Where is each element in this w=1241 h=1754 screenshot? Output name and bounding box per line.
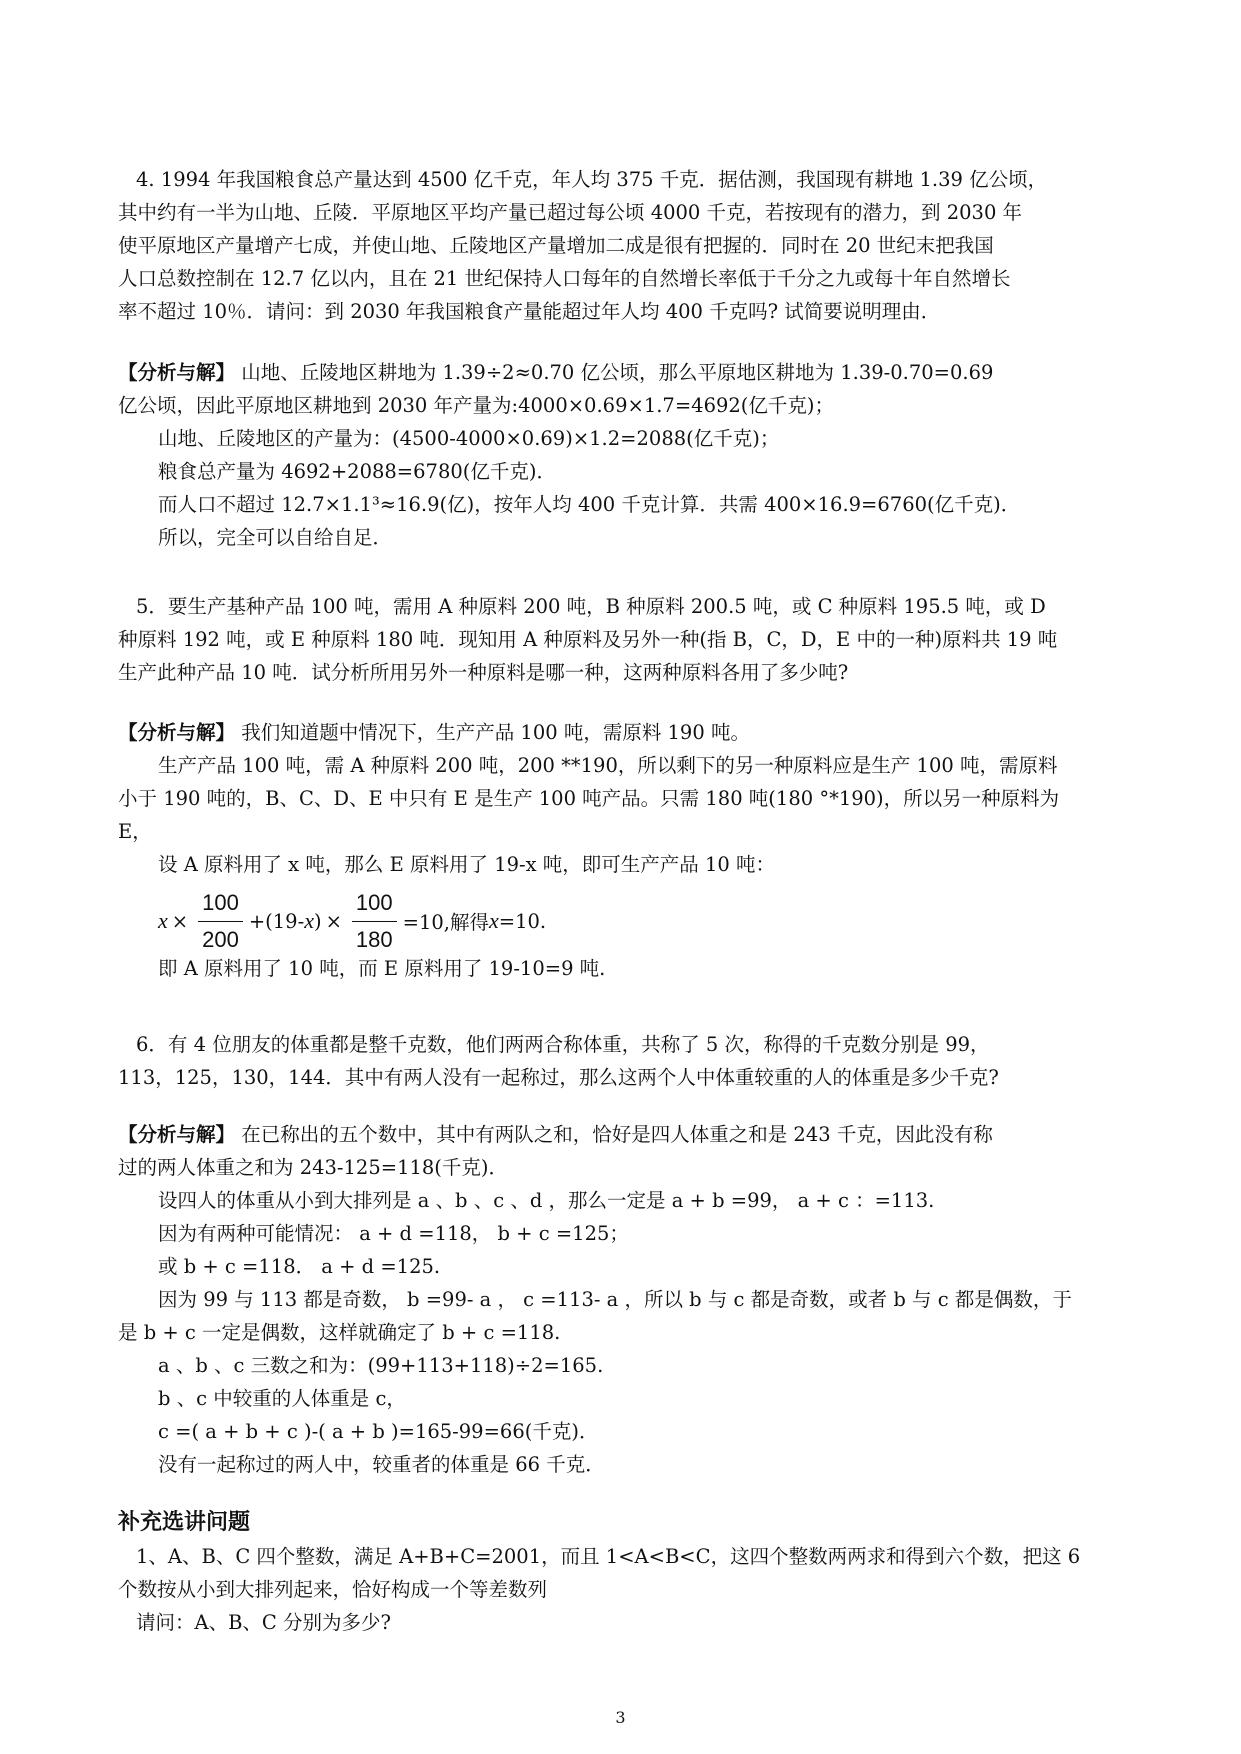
- solution-6-line: b 、c 中较重的人体重是 c，: [158, 1387, 406, 1410]
- math-variable: x: [304, 908, 314, 933]
- section-heading: 补充选讲问题: [118, 1510, 251, 1535]
- fraction-denominator: 180: [355, 926, 393, 952]
- equation-close: ): [313, 909, 322, 933]
- problem-5-line: 种原料 192 吨，或 E 种原料 180 吨．现知用 A 种原料及另外一种(指 B，C，D，E 中的一种)原料共 19 吨: [118, 628, 1058, 651]
- supplement-line: 请问：A、B、C 分别为多少?: [136, 1611, 391, 1634]
- solution-5-line: 小于 190 吨的，B、C、D、E 中只有 E 是生产 100 吨产品。只需 180 吨(180 °*190)，所以另一种原料为: [118, 787, 1060, 810]
- solution-6-line: 因为 99 与 113 都是奇数， b =99- a ， c =113- a ，所以 b 与 c 都是奇数，或者 b 与 c 都是偶数，于: [158, 1288, 1072, 1311]
- supplement-line: 个数按从小到大排列起来，恰好构成一个等差数列: [118, 1578, 548, 1601]
- times-sign: ×: [325, 909, 342, 933]
- equation-middle: +(19-: [248, 909, 305, 933]
- problem-4-line: 使平原地区产量增产七成，并使山地、丘陵地区产量增加二成是很有把握的．同时在 20 世纪末把我国: [118, 234, 994, 257]
- solution-5: [118, 716, 1118, 881]
- page-number: 3: [615, 1708, 626, 1727]
- solution-6-line: 设四人的体重从小到大排列是 a 、b 、c 、d ，那么一定是 a + b =99， a + c ：=113.: [158, 1189, 935, 1212]
- solution-label: 【分析与解】: [118, 1123, 236, 1146]
- solution-text: 我们知道题中情况下，生产产品 100 吨，需原料 190 吨。: [235, 721, 750, 744]
- times-sign: ×: [171, 909, 189, 933]
- solution-6-line: 没有一起称过的两人中，较重者的体重是 66 千克．: [158, 1453, 605, 1476]
- fraction-numerator: 100: [198, 888, 243, 922]
- solution-5-line: 即 A 原料用了 10 吨，而 E 原料用了 19-10=9 吨.: [158, 957, 606, 980]
- solution-4-line: 所以，完全可以自给自足．: [158, 526, 393, 549]
- solution-6-first-line: [118, 1118, 1118, 1151]
- solution-label: 【分析与解】: [118, 361, 236, 384]
- problem-5-line: 生产此种产品 10 吨．试分析所用另外一种原料是哪一种，这两种原料各用了多少吨?: [118, 661, 849, 684]
- solution-text: 山地、丘陵地区耕地为 1.39÷2≈0.70 亿公顷，那么平原地区耕地为 1.39-0.70=0.69: [235, 361, 994, 384]
- solution-5-line: 设 A 原料用了 x 吨，那么 E 原料用了 19-x 吨，即可生产产品 10 吨：: [158, 853, 776, 876]
- fraction-equation: [158, 883, 546, 959]
- solution-4-line: 山地、丘陵地区的产量为：(4500-4000×0.69)×1.2=2088(亿千克)；: [158, 427, 780, 450]
- solution-5-first-line: [118, 716, 1118, 749]
- fraction-100-200: [198, 888, 243, 955]
- problem-5-line: 5．要生产基种产品 100 吨，需用 A 种原料 200 吨，B 种原料 200.5 吨，或 C 种原料 195.5 吨，或 D: [136, 595, 1046, 618]
- solution-6-line: 或 b + c =118． a + d =125.: [158, 1255, 441, 1278]
- problem-6-line: 113，125，130，144．其中有两人没有一起称过，那么这两个人中体重较重的人的体重是多少千克?: [118, 1066, 999, 1089]
- supplement-problem-1: [118, 1540, 1118, 1639]
- solution-4-line: 粮食总产量为 4692+2088=6780(亿千克)．: [158, 460, 556, 483]
- solution-4-line: 亿公顷，因此平原地区耕地到 2030 年产量为:4000×0.69×1.7=4692(亿千克)；: [118, 394, 835, 417]
- solution-6-line: a 、b 、c 三数之和为：(99+113+118)÷2=165.: [158, 1354, 604, 1377]
- solution-4-first-line: [118, 356, 1118, 389]
- solution-6: [118, 1118, 1118, 1481]
- fraction-denominator: 200: [202, 926, 239, 952]
- supplement-line: 1、A、B、C 四个整数，满足 A+B+C=2001，而且 1<A<B<C，这四个整数两两求和得到六个数，把这 6: [136, 1545, 1081, 1568]
- math-variable: x: [158, 908, 168, 933]
- math-variable: x: [488, 908, 499, 933]
- problem-4-line: 4. 1994 年我国粮食总产量达到 4500 亿千克，年人均 375 千克．据估测，我国现有耕地 1.39 亿公顷，: [136, 168, 1048, 191]
- equation-result: =10.: [498, 909, 547, 933]
- problem-4-line: 人口总数控制在 12.7 亿以内，且在 21 世纪保持人口每年的自然增长率低于千分之九或每十年自然增长: [118, 267, 1011, 290]
- solution-5-line: 生产产品 100 吨，需 A 种原料 200 吨，200 **190，所以剩下的另一种原料应是生产 100 吨，需原料: [158, 754, 1058, 777]
- solution-4-line: 而人口不超过 12.7×1.1³≈16.9(亿)，按年人均 400 千克计算．共需 400×16.9=6760(亿千克)．: [158, 493, 1021, 516]
- problem-4-line: 其中约有一半为山地、丘陵．平原地区平均产量已超过每公顷 4000 千克，若按现有的潜力，到 2030 年: [118, 201, 1023, 224]
- problem-6: [118, 1028, 1118, 1094]
- solution-6-line: 因为有两种可能情况： a + d =118， b + c =125；: [158, 1222, 629, 1245]
- fraction-numerator: 100: [352, 888, 397, 922]
- solution-6-line: 过的两人体重之和为 243-125=118(千克)．: [118, 1156, 509, 1179]
- equation-tail: =10,解得: [402, 911, 489, 934]
- problem-5: [118, 590, 1118, 689]
- solution-5-conclusion: [118, 952, 1118, 985]
- fraction-100-180: [352, 888, 397, 955]
- solution-text: 在已称出的五个数中，其中有两队之和，恰好是四人体重之和是 243 千克，因此没有称: [235, 1123, 993, 1146]
- problem-4-line: 率不超过 10％．请问：到 2030 年我国粮食产量能超过年人均 400 千克吗? 试简要说明理由．: [118, 300, 941, 323]
- solution-6-line: 是 b + c 一定是偶数，这样就确定了 b + c =118.: [118, 1321, 561, 1344]
- solution-6-line: c =( a + b + c )-( a + b )=165-99=66(千克)．: [158, 1420, 599, 1443]
- solution-4: [118, 356, 1118, 554]
- solution-5-line: E，: [118, 820, 152, 843]
- solution-label: 【分析与解】: [118, 721, 236, 744]
- problem-6-line: 6．有 4 位朋友的体重都是整千克数，他们两两合称体重，共称了 5 次，称得的千克数分别是 99，: [136, 1033, 990, 1056]
- problem-4: [118, 163, 1118, 328]
